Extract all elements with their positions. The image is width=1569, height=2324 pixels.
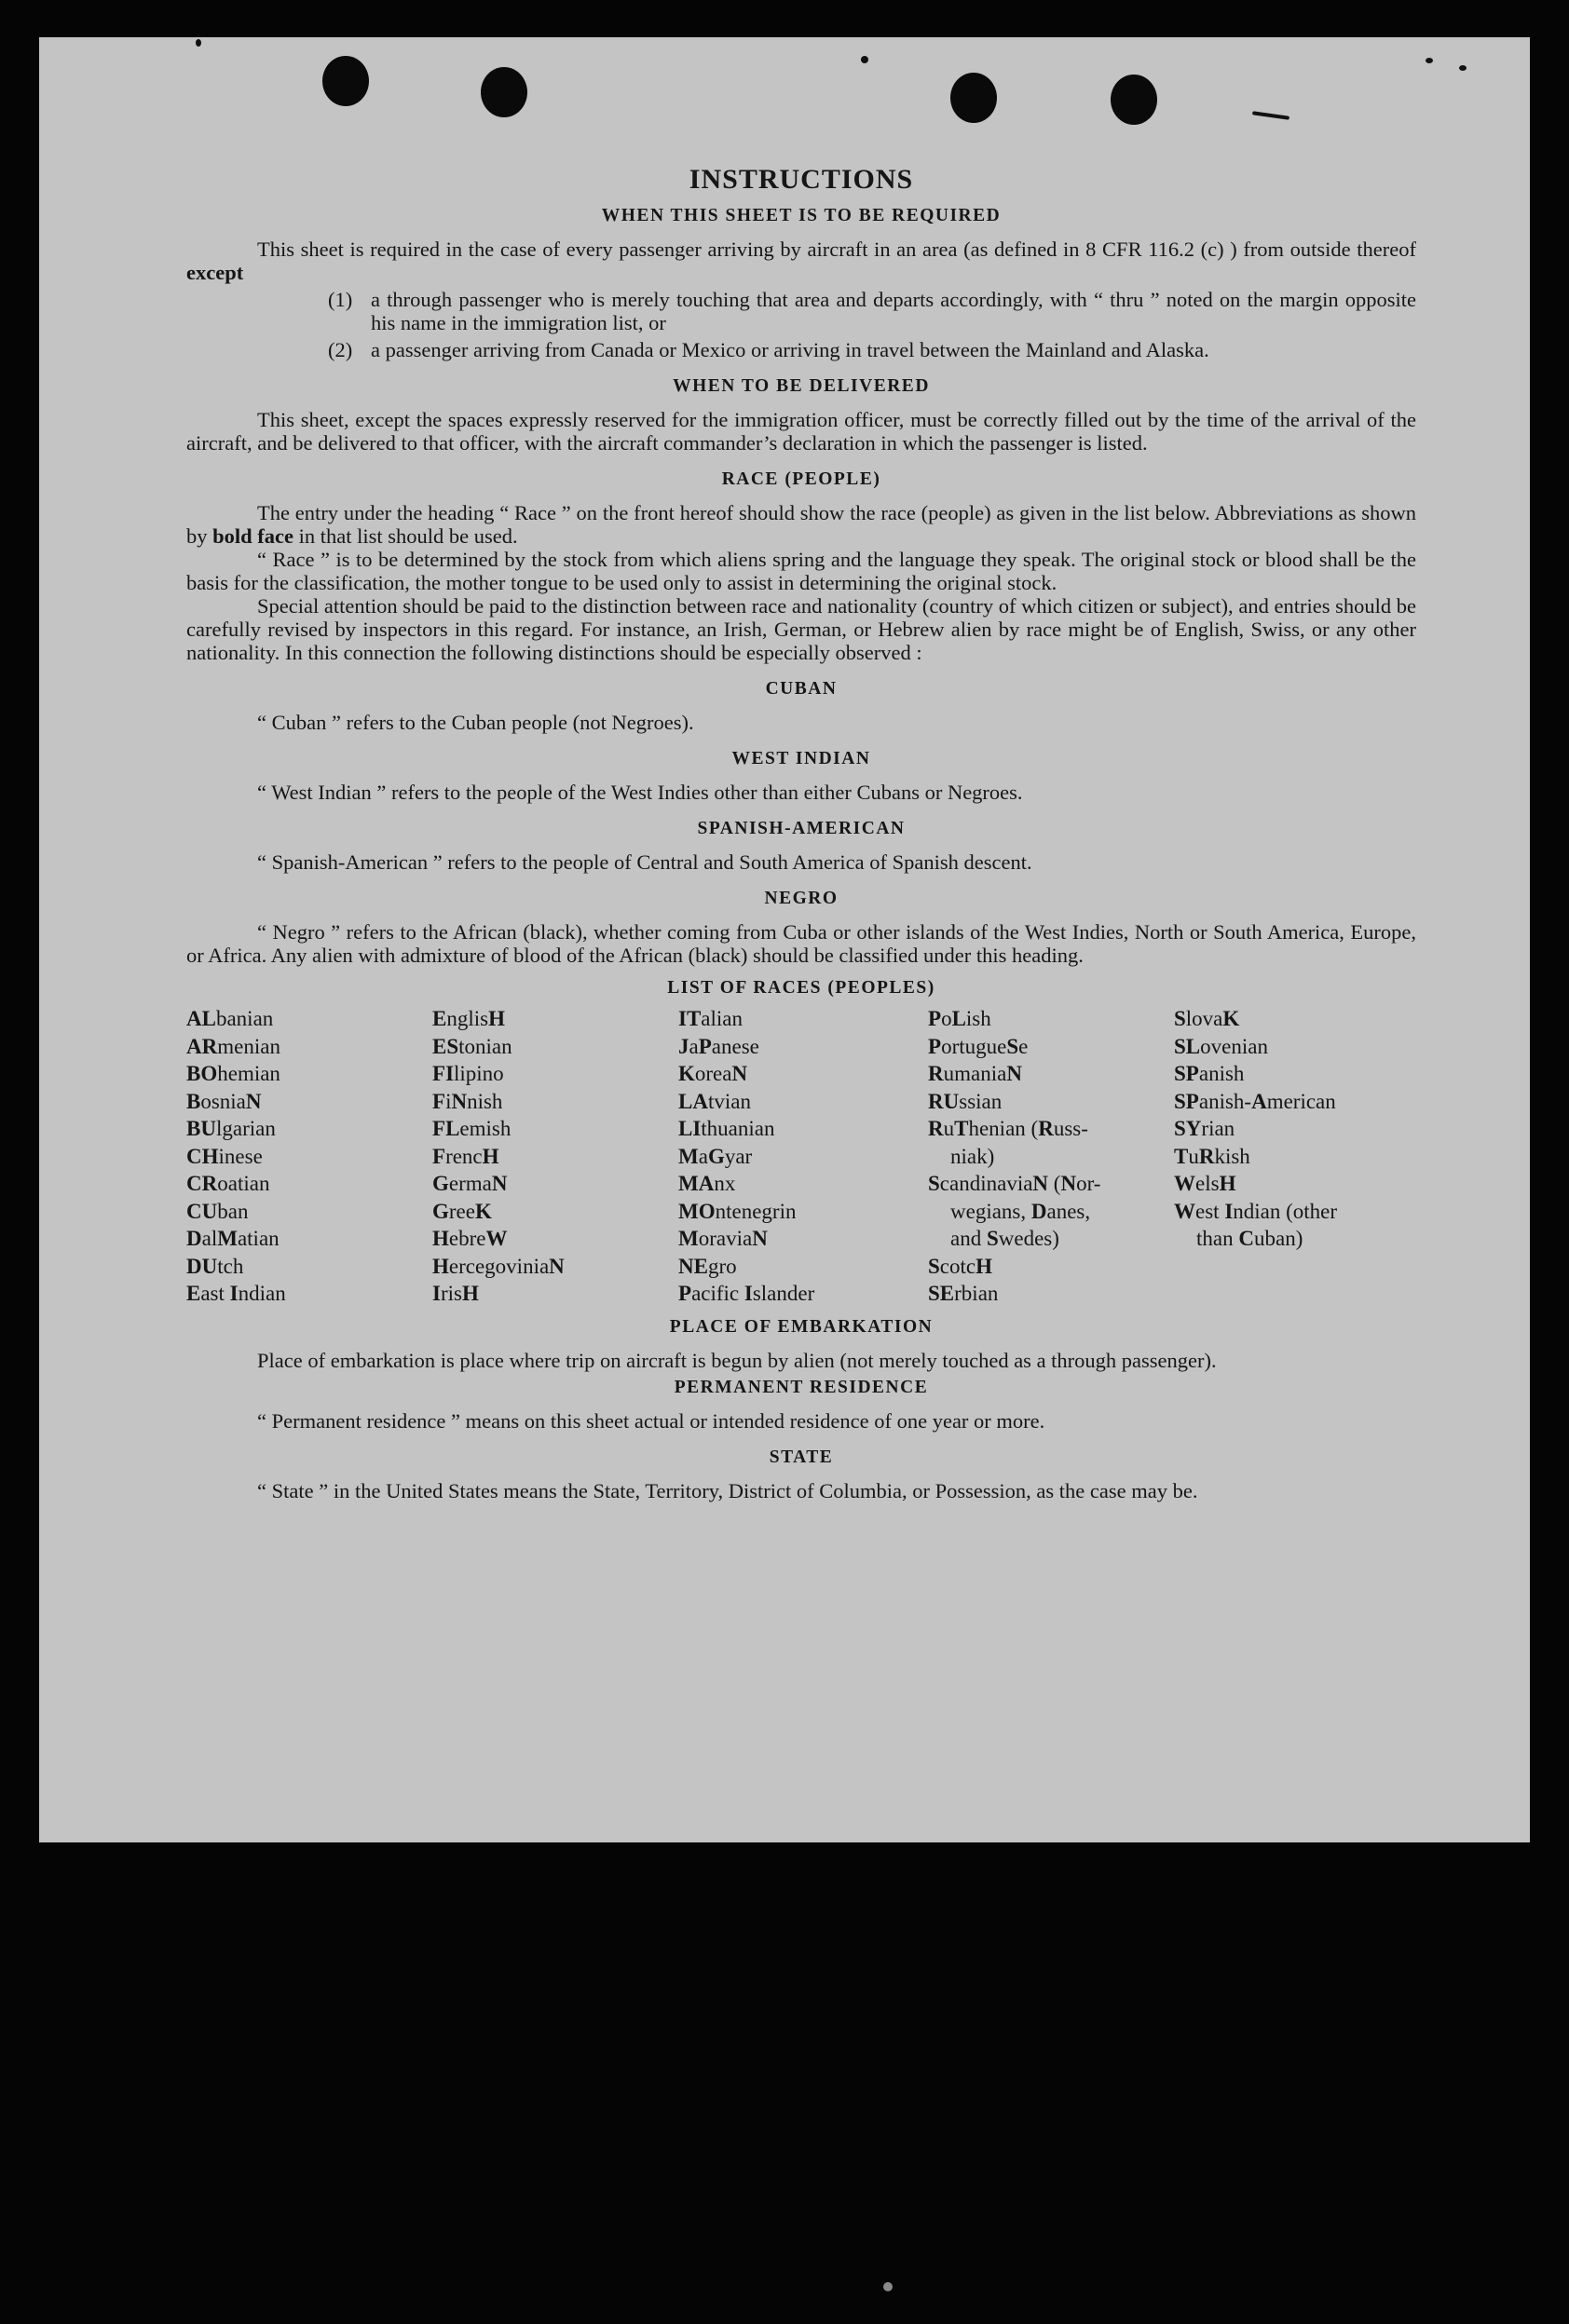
embarkation-text: Place of embarkation is place where trip on aircraft is begun by alien (not merely touched as a through passenger). (257, 1348, 1217, 1372)
section-heading-race: RACE (PEOPLE) (721, 469, 881, 489)
page-title: INSTRUCTIONS (689, 164, 914, 195)
race-entry: RuThenian (Russ- (928, 1117, 1088, 1140)
race-entry: RUssian (928, 1089, 1003, 1113)
race-entry: HebreW (432, 1227, 508, 1250)
section-heading-residence: PERMANENT RESIDENCE (674, 1377, 929, 1397)
punch-hole (481, 67, 527, 117)
race-entry: HercegoviniaN (432, 1254, 565, 1278)
race-entry: TuRkish (1174, 1144, 1250, 1168)
race-entry: ITalian (678, 1007, 743, 1030)
race-column (432, 1005, 678, 1308)
item-number: (1) (328, 288, 353, 311)
race-entry: MaGyar (678, 1144, 753, 1168)
race-entry: wegians, Danes, (950, 1199, 1091, 1223)
scan-mark (1252, 111, 1289, 120)
race-entry: BUlgarian (186, 1117, 276, 1140)
section-heading-required: WHEN THIS SHEET IS TO BE REQUIRED (601, 206, 1002, 225)
section-heading-negro: NEGRO (764, 889, 839, 908)
cuban-text: “ Cuban ” refers to the Cuban people (not Negroes). (257, 711, 694, 734)
emphasis-bold-face: bold face (212, 524, 293, 548)
race-entry: SPanish (1174, 1062, 1245, 1085)
instructions-content (186, 156, 1416, 1502)
race-entry: WelsH (1174, 1172, 1236, 1195)
race-entry: KoreaN (678, 1062, 748, 1085)
list-item (186, 338, 1416, 361)
race-entry: CRoatian (186, 1172, 270, 1195)
race-column (186, 1005, 432, 1308)
race-entry: BosniaN (186, 1089, 262, 1113)
race-entry: Pacific Islander (678, 1282, 815, 1305)
race-entry: ScotcH (928, 1254, 992, 1278)
race-entry: LIthuanian (678, 1117, 775, 1140)
race-entry: BOhemian (186, 1062, 280, 1085)
race-entry: CHinese (186, 1144, 263, 1168)
race-entry: MAnx (678, 1172, 736, 1195)
negro-text: “ Negro ” refers to the African (black), whether coming from Cuba or other islands of the West Indies, North or South America, Europe, or Africa. Any alien with admixture of blood of the African (black) should be classified under this heading. (186, 920, 1416, 967)
race-entry: than Cuban) (1196, 1227, 1303, 1250)
race-entry: SlovaK (1174, 1007, 1240, 1030)
race-entry: SPanish-American (1174, 1089, 1336, 1113)
race-entry: FiNnish (432, 1089, 503, 1113)
race-entry: FrencH (432, 1144, 499, 1168)
scan-speck (1426, 58, 1433, 63)
punch-hole (950, 73, 997, 123)
race-entry: FLemish (432, 1117, 512, 1140)
item-text: a through passenger who is merely touching that area and departs accordingly, with “ thru ” noted on the margin opposite his name in the immigration list, or (371, 288, 1416, 334)
race-entry: EStonian (432, 1034, 512, 1058)
race-column (678, 1005, 928, 1308)
section-heading-embarkation: PLACE OF EMBARKATION (669, 1316, 934, 1337)
delivered-text: This sheet, except the spaces expressly reserved for the immigration officer, must be correctly filled out by the time of the arrival of the aircraft, and be delivered to that officer, with the aircraft commander’s declaration in which the passenger is listed. (186, 408, 1416, 455)
race-entry: niak) (950, 1144, 995, 1168)
scan-speck (1459, 65, 1467, 71)
section-heading-cuban: CUBAN (765, 679, 838, 699)
list-item (186, 288, 1416, 334)
race-entry: CUban (186, 1199, 249, 1223)
race-entry: East Indian (186, 1282, 286, 1305)
race-entry: GreeK (432, 1199, 492, 1223)
race-entry: West Indian (other (1174, 1199, 1338, 1223)
scan-speck (861, 56, 868, 63)
document-sheet (39, 37, 1530, 1842)
race-entry: JaPanese (678, 1034, 759, 1058)
race-entry: DalMatian (186, 1227, 280, 1250)
state-text: “ State ” in the United States means the State, Territory, District of Columbia, or Possession, as the case may be. (257, 1478, 1198, 1502)
race-entry: GermaN (432, 1172, 508, 1195)
section-heading-delivered: WHEN TO BE DELIVERED (673, 376, 930, 396)
race-list (186, 1005, 1416, 1308)
residence-text: “ Permanent residence ” means on this sheet actual or intended residence of one year or more. (257, 1408, 1045, 1433)
race-entry: FIlipino (432, 1062, 504, 1085)
scan-speck (196, 39, 201, 47)
race-entry: ARmenian (186, 1034, 280, 1058)
emphasis-except: except (186, 261, 244, 284)
punch-hole (322, 56, 369, 106)
race-entry: DUtch (186, 1254, 244, 1278)
race-entry: ALbanian (186, 1007, 274, 1030)
section-heading-spanish-american: SPANISH-AMERICAN (697, 819, 906, 838)
punch-hole (1111, 75, 1157, 125)
race-column (928, 1005, 1174, 1308)
race-entry: RumaniaN (928, 1062, 1022, 1085)
item-text: a passenger arriving from Canada or Mexico or arriving in travel between the Mainland and Alaska. (371, 338, 1209, 361)
race-entry: SLovenian (1174, 1034, 1268, 1058)
race-paragraph-3: Special attention should be paid to the distinction between race and nationality (country of which citizen or subject), and entries should be carefully revised by inspectors in this regard. For instance, an Irish, German, or Hebrew alien by race might be of English, Swiss, or any other nationality. In this connection the following distinctions should be especially observed : (186, 594, 1416, 664)
required-intro: This sheet is required in the case of every passenger arriving by aircraft in an area (as defined in 8 CFR 116.2 (c) ) from outside thereof except (186, 238, 1416, 284)
race-column (1174, 1005, 1416, 1308)
race-entry: MoraviaN (678, 1227, 768, 1250)
race-entry: PortugueSe (928, 1034, 1029, 1058)
scan-speck (883, 2282, 893, 2291)
race-entry: and Swedes) (950, 1227, 1059, 1250)
west-indian-text: “ West Indian ” refers to the people of the West Indies other than either Cubans or Negroes. (257, 781, 1023, 804)
race-entry: SYrian (1174, 1117, 1235, 1140)
section-heading-race-list: LIST OF RACES (PEOPLES) (667, 978, 935, 998)
race-entry: NEgro (678, 1254, 737, 1278)
race-entry: ScandinaviaN (Nor- (928, 1172, 1101, 1195)
race-entry: MOntenegrin (678, 1199, 797, 1223)
race-entry: LAtvian (678, 1089, 751, 1113)
race-entry: IrisH (432, 1282, 479, 1305)
race-entry: EnglisH (432, 1007, 505, 1030)
race-entry: SErbian (928, 1282, 999, 1305)
section-heading-state: STATE (769, 1447, 834, 1467)
spanish-american-text: “ Spanish-American ” refers to the people of Central and South America of Spanish descent. (257, 850, 1032, 874)
race-entry: PoLish (928, 1007, 991, 1030)
race-paragraph-1: The entry under the heading “ Race ” on the front hereof should show the race (people) as given in the list below. Abbreviations as shown by bold face in that list should be used. (186, 501, 1416, 548)
item-number: (2) (328, 338, 353, 361)
section-heading-west-indian: WEST INDIAN (731, 749, 871, 768)
race-paragraph-2: “ Race ” is to be determined by the stock from which aliens spring and the language they speak. The original stock or blood shall be the basis for the classification, the mother tongue to be used only to assist in determining the original stock. (186, 548, 1416, 594)
